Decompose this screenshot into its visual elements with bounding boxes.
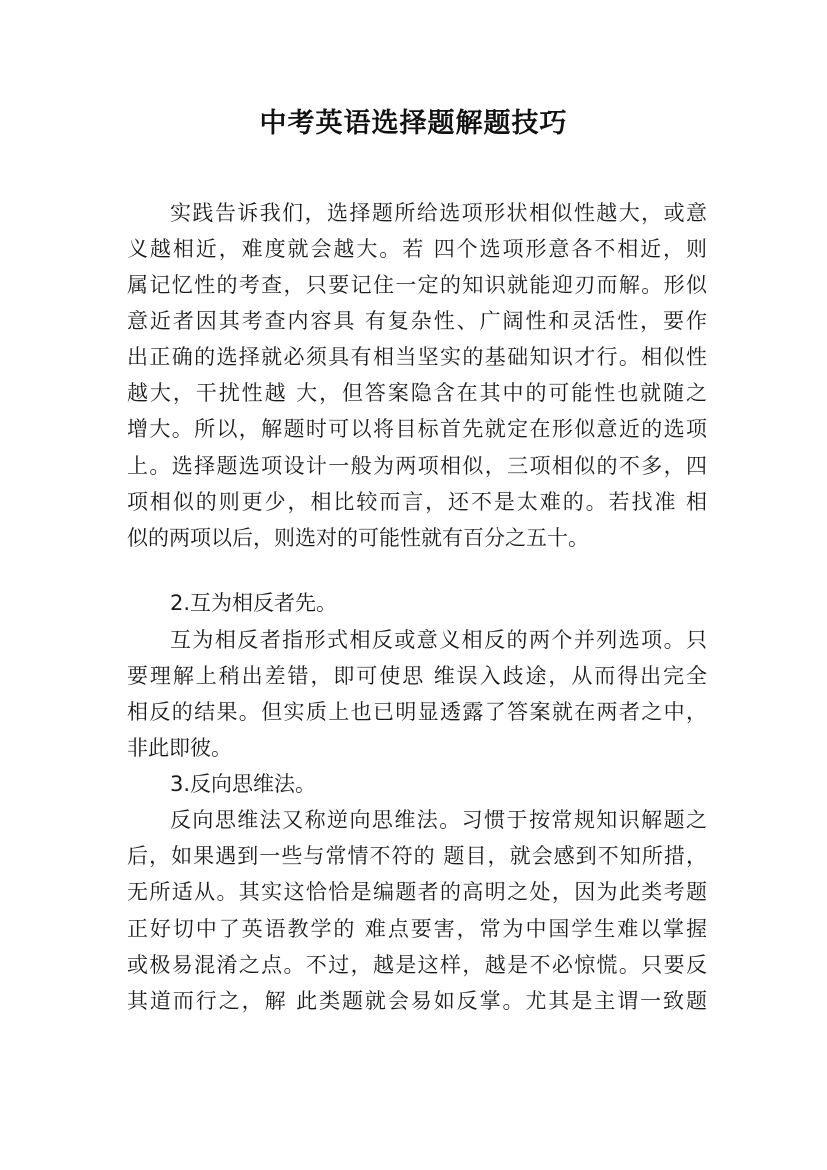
paragraph-line: 后，如果遇到一些与常情不符的 题目，就会感到不知所措，	[127, 844, 707, 868]
paragraph-line: 越大，干扰性越 大，但答案隐含在其中的可能性也就随之	[127, 381, 707, 405]
paragraph-line: 要理解上稍出差错，即可使思 维误入歧途，从而得出完全	[127, 664, 707, 688]
paragraph-line: 正好切中了英语教学的 难点要害，常为中国学生难以掌握	[127, 917, 707, 941]
paragraph-line: 反向思维法又称逆向思维法。习惯于按常规知识解题之	[170, 808, 707, 832]
paragraph-line: 意近者因其考查内容具 有复杂性、广阔性和灵活性，要作	[127, 309, 707, 333]
paragraph-line: 增大。所以，解题时可以将目标首先就定在形似意近的选项	[127, 417, 707, 441]
section-heading: 2.互为相反者先。	[170, 591, 338, 615]
paragraph-line: 其道而行之，解 此类题就会易如反掌。尤其是主谓一致题	[127, 989, 707, 1013]
paragraph-line: 实践告诉我们，选择题所给选项形状相似性越大，或意	[170, 201, 707, 225]
paragraph-line: 无所适从。其实这恰恰是编题者的高明之处，因为此类考题	[127, 880, 707, 904]
section-heading: 3.反向思维法。	[170, 772, 317, 796]
paragraph-line: 似的两项以后，则选对的可能性就有百分之五十。	[127, 526, 589, 550]
paragraph-line: 项相似的则更少，相比较而言，还不是太难的。若找准 相	[127, 490, 707, 514]
document-title: 中考英语选择题解题技巧	[259, 108, 568, 139]
paragraph-line: 互为相反者指形式相反或意义相反的两个并列选项。只	[170, 628, 707, 652]
paragraph-line: 非此即彼。	[127, 736, 232, 760]
paragraph-line: 上。选择题选项设计一般为两项相似，三项相似的不多，四	[127, 454, 707, 478]
paragraph-line: 属记忆性的考查，只要记住一定的知识就能迎刃而解。形似	[127, 273, 707, 297]
paragraph-line: 或极易混淆之点。不过，越是这样，越是不必惊慌。只要反	[127, 953, 707, 977]
paragraph-line: 出正确的选择就必须具有相当坚实的基础知识才行。相似性	[127, 345, 707, 369]
paragraph-line: 相反的结果。但实质上也已明显透露了答案就在两者之中，	[127, 700, 707, 724]
paragraph-line: 义越相近，难度就会越大。若 四个选项形意各不相近，则	[127, 237, 707, 261]
